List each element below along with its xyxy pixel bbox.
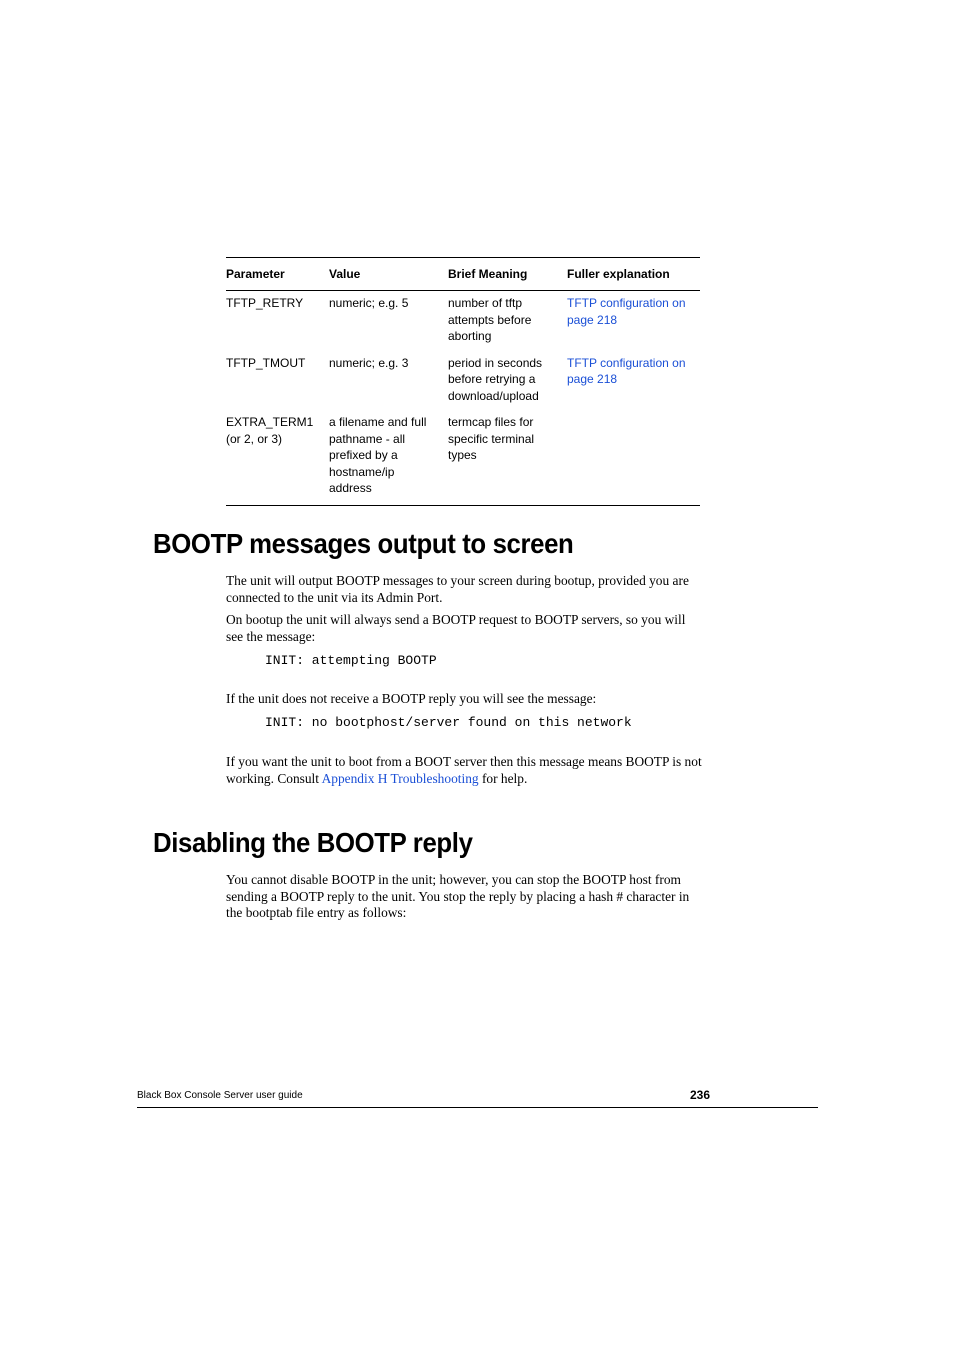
cell-parameter: TFTP_TMOUT [226,355,306,370]
paragraph: On bootup the unit will always send a BOOTP request to BOOTP servers, so you will see the message: [226,612,686,644]
cell-fuller-link[interactable]: TFTP configuration on page 218 [567,296,686,327]
cell-value: numeric; e.g. 5 [329,296,409,310]
col-header-brief-meaning: Brief Meaning [448,258,567,291]
cell-parameter: EXTRA_TERM1 (or 2, or 3) [226,415,314,446]
parameter-table [226,257,700,506]
paragraph-with-link [226,754,702,787]
appendix-h-link[interactable]: Appendix H Troubleshooting [321,770,479,786]
section-heading-bootp-messages: BOOTP messages output to screen [153,528,574,559]
page-number: 236 [689,1088,710,1102]
col-header-parameter: Parameter [226,258,329,291]
paragraph: If the unit does not receive a BOOTP reply you will see the message: [226,691,597,706]
col-header-fuller-explanation: Fuller explanation [567,258,700,291]
code-line: INIT: attempting BOOTP [265,653,437,668]
table-header-row [226,258,700,291]
cell-parameter: TFTP_RETRY [226,296,304,310]
table-row [226,355,700,415]
table-row [226,291,700,355]
cell-value: a filename and full pathname - all prefixed by a hostname/ip address [329,415,427,495]
code-line: INIT: no bootphost/server found on this network [265,715,632,730]
cell-brief-meaning: number of tftp attempts before aborting [448,296,532,343]
paragraph: You cannot disable BOOTP in the unit; however, you can stop the BOOTP host from sending a BOOTP reply to the unit. You stop the reply by placing a hash # character in the bootptab file entry as follows: [226,872,690,920]
paragraph: The unit will output BOOTP messages to your screen during bootup, provided you are connected to the unit via its Admin Port. [226,573,689,605]
paragraph-text: for help. [478,770,528,786]
cell-value: numeric; e.g. 3 [329,355,409,370]
col-header-value: Value [329,258,448,291]
table-row [226,414,700,505]
footer-title: Black Box Console Server user guide [137,1090,303,1101]
cell-fuller-link[interactable]: TFTP configuration on page 218 [567,355,686,386]
cell-brief-meaning: period in seconds before retrying a download/upload [448,355,543,403]
cell-brief-meaning: termcap files for specific terminal types [448,415,535,462]
footer-divider [137,1107,818,1108]
section-heading-disabling-bootp: Disabling the BOOTP reply [153,827,473,858]
paragraph-text: If you want the unit to boot from a BOOT server then this message means BOOTP is not working. Consult [226,754,702,786]
